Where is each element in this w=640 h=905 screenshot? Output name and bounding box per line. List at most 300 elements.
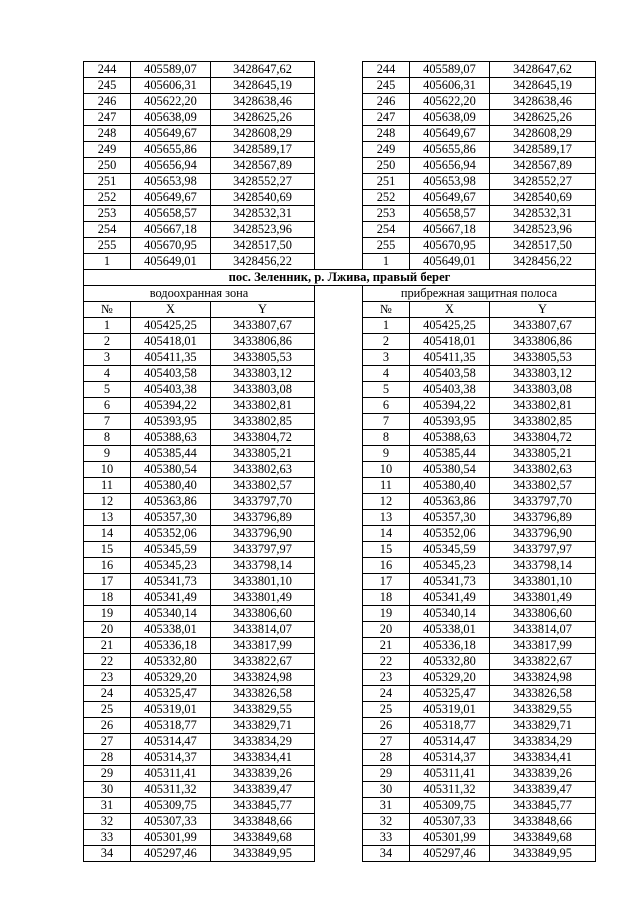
column-gap [315, 78, 363, 94]
left-y-coordinate: 3433839,26 [211, 766, 315, 782]
left-y-coordinate: 3433802,63 [211, 462, 315, 478]
left-x-coordinate: 405393,95 [131, 414, 211, 430]
right-y-coordinate: 3433797,70 [490, 494, 596, 510]
column-gap [315, 446, 363, 462]
left-point-number: 33 [84, 830, 131, 846]
left-x-coordinate: 405658,57 [131, 206, 211, 222]
right-x-coordinate: 405638,09 [410, 110, 490, 126]
right-x-coordinate: 405411,35 [410, 350, 490, 366]
right-y-coordinate: 3428523,96 [490, 222, 596, 238]
right-point-number: 13 [363, 510, 410, 526]
table-row [84, 142, 596, 158]
left-y-coordinate: 3428456,22 [211, 254, 315, 270]
right-y-coordinate: 3428517,50 [490, 238, 596, 254]
left-point-number: 6 [84, 398, 131, 414]
column-gap [315, 590, 363, 606]
column-gap [315, 510, 363, 526]
left-x-coordinate: 405340,14 [131, 606, 211, 622]
right-x-coordinate: 405655,86 [410, 142, 490, 158]
right-y-coordinate: 3433817,99 [490, 638, 596, 654]
right-x-coordinate: 405394,22 [410, 398, 490, 414]
left-y-coordinate: 3433834,41 [211, 750, 315, 766]
right-y-coordinate: 3433848,66 [490, 814, 596, 830]
left-y-coordinate: 3433797,97 [211, 542, 315, 558]
left-y-coordinate: 3433824,98 [211, 670, 315, 686]
left-y-coordinate: 3428567,89 [211, 158, 315, 174]
left-x-coordinate: 405341,73 [131, 574, 211, 590]
right-point-number: 1 [363, 318, 410, 334]
left-point-number: 1 [84, 318, 131, 334]
left-y-coordinate: 3433829,71 [211, 718, 315, 734]
left-x-coordinate: 405338,01 [131, 622, 211, 638]
right-point-number: 14 [363, 526, 410, 542]
table-row [84, 190, 596, 206]
left-y-coordinate: 3433806,86 [211, 334, 315, 350]
left-y-coordinate: 3433805,21 [211, 446, 315, 462]
column-gap [315, 558, 363, 574]
table-row [84, 846, 596, 862]
right-num-header: № [363, 302, 410, 318]
left-y-coordinate: 3433814,07 [211, 622, 315, 638]
right-x-coordinate: 405318,77 [410, 718, 490, 734]
left-point-number: 27 [84, 734, 131, 750]
right-x-coordinate: 405336,18 [410, 638, 490, 654]
left-y-coordinate: 3433801,49 [211, 590, 315, 606]
table-row [84, 798, 596, 814]
left-x-coordinate: 405357,30 [131, 510, 211, 526]
right-point-number: 17 [363, 574, 410, 590]
right-y-coordinate: 3433801,10 [490, 574, 596, 590]
right-y-coordinate: 3428625,26 [490, 110, 596, 126]
left-x-coordinate: 405380,54 [131, 462, 211, 478]
column-gap [315, 366, 363, 382]
right-x-coordinate: 405341,49 [410, 590, 490, 606]
column-gap [315, 382, 363, 398]
left-point-number: 252 [84, 190, 131, 206]
right-point-number: 19 [363, 606, 410, 622]
left-x-coordinate: 405336,18 [131, 638, 211, 654]
right-x-coordinate: 405606,31 [410, 78, 490, 94]
table-row [84, 414, 596, 430]
right-x-coordinate: 405658,57 [410, 206, 490, 222]
column-gap [315, 638, 363, 654]
left-x-coordinate: 405297,46 [131, 846, 211, 862]
right-x-coordinate: 405653,98 [410, 174, 490, 190]
column-gap [315, 606, 363, 622]
left-zone-label: водоохранная зона [84, 286, 315, 302]
left-y-coordinate: 3433806,60 [211, 606, 315, 622]
right-x-coordinate: 405352,06 [410, 526, 490, 542]
left-point-number: 25 [84, 702, 131, 718]
table-row [84, 558, 596, 574]
right-x-coordinate: 405311,41 [410, 766, 490, 782]
left-x-header: X [131, 302, 211, 318]
right-y-coordinate: 3433849,95 [490, 846, 596, 862]
right-x-coordinate: 405670,95 [410, 238, 490, 254]
column-gap [315, 830, 363, 846]
right-x-coordinate: 405667,18 [410, 222, 490, 238]
right-y-coordinate: 3433803,12 [490, 366, 596, 382]
left-y-coordinate: 3433798,14 [211, 558, 315, 574]
right-point-number: 244 [363, 62, 410, 78]
table-row [84, 830, 596, 846]
column-gap [315, 62, 363, 78]
left-y-coordinate: 3433802,57 [211, 478, 315, 494]
table-row [84, 526, 596, 542]
column-gap [315, 334, 363, 350]
left-y-coordinate: 3433803,12 [211, 366, 315, 382]
left-point-number: 1 [84, 254, 131, 270]
zone-label-row [84, 286, 596, 302]
left-x-coordinate: 405332,80 [131, 654, 211, 670]
right-x-coordinate: 405418,01 [410, 334, 490, 350]
right-y-coordinate: 3433822,67 [490, 654, 596, 670]
left-point-number: 18 [84, 590, 131, 606]
right-y-coordinate: 3433802,81 [490, 398, 596, 414]
column-gap [315, 622, 363, 638]
column-gap [315, 814, 363, 830]
right-y-coordinate: 3433849,68 [490, 830, 596, 846]
left-point-number: 4 [84, 366, 131, 382]
column-gap [315, 254, 363, 270]
right-point-number: 30 [363, 782, 410, 798]
left-y-coordinate: 3433807,67 [211, 318, 315, 334]
table-row [84, 334, 596, 350]
table-row [84, 702, 596, 718]
right-y-coordinate: 3428540,69 [490, 190, 596, 206]
right-point-number: 253 [363, 206, 410, 222]
right-x-coordinate: 405329,20 [410, 670, 490, 686]
table-row [84, 94, 596, 110]
table-row [84, 574, 596, 590]
left-x-coordinate: 405656,94 [131, 158, 211, 174]
column-gap [315, 494, 363, 510]
left-y-coordinate: 3433849,95 [211, 846, 315, 862]
left-point-number: 253 [84, 206, 131, 222]
left-x-coordinate: 405638,09 [131, 110, 211, 126]
right-point-number: 2 [363, 334, 410, 350]
left-point-number: 2 [84, 334, 131, 350]
table-row [84, 782, 596, 798]
table-row [84, 350, 596, 366]
right-y-coordinate: 3433839,47 [490, 782, 596, 798]
right-x-coordinate: 405301,99 [410, 830, 490, 846]
column-gap [315, 798, 363, 814]
left-x-coordinate: 405311,32 [131, 782, 211, 798]
left-point-number: 248 [84, 126, 131, 142]
right-point-number: 12 [363, 494, 410, 510]
left-point-number: 251 [84, 174, 131, 190]
right-y-coordinate: 3428638,46 [490, 94, 596, 110]
bottom-rows-section [84, 318, 596, 862]
right-y-coordinate: 3433829,55 [490, 702, 596, 718]
right-y-coordinate: 3433802,85 [490, 414, 596, 430]
right-point-number: 7 [363, 414, 410, 430]
left-x-coordinate: 405655,86 [131, 142, 211, 158]
left-x-coordinate: 405388,63 [131, 430, 211, 446]
left-point-number: 244 [84, 62, 131, 78]
column-gap [315, 526, 363, 542]
right-y-coordinate: 3433845,77 [490, 798, 596, 814]
right-point-number: 32 [363, 814, 410, 830]
column-gap [315, 686, 363, 702]
right-y-coordinate: 3433807,67 [490, 318, 596, 334]
left-y-coordinate: 3433803,08 [211, 382, 315, 398]
table-row [84, 222, 596, 238]
right-point-number: 6 [363, 398, 410, 414]
left-x-coordinate: 405307,33 [131, 814, 211, 830]
left-y-coordinate: 3433802,85 [211, 414, 315, 430]
left-x-coordinate: 405301,99 [131, 830, 211, 846]
right-y-coordinate: 3428456,22 [490, 254, 596, 270]
right-y-coordinate: 3433806,86 [490, 334, 596, 350]
left-point-number: 249 [84, 142, 131, 158]
column-gap [315, 174, 363, 190]
right-point-number: 4 [363, 366, 410, 382]
left-y-coordinate: 3433822,67 [211, 654, 315, 670]
column-gap [315, 718, 363, 734]
left-x-coordinate: 405411,35 [131, 350, 211, 366]
right-point-number: 31 [363, 798, 410, 814]
left-x-coordinate: 405649,67 [131, 190, 211, 206]
column-gap [315, 286, 363, 302]
right-y-coordinate: 3433797,97 [490, 542, 596, 558]
right-x-coordinate: 405311,32 [410, 782, 490, 798]
column-gap [315, 302, 363, 318]
left-point-number: 3 [84, 350, 131, 366]
left-point-number: 28 [84, 750, 131, 766]
left-point-number: 7 [84, 414, 131, 430]
left-x-coordinate: 405318,77 [131, 718, 211, 734]
right-x-coordinate: 405649,01 [410, 254, 490, 270]
column-gap [315, 206, 363, 222]
right-x-coordinate: 405319,01 [410, 702, 490, 718]
right-point-number: 11 [363, 478, 410, 494]
left-x-coordinate: 405345,59 [131, 542, 211, 558]
right-x-coordinate: 405388,63 [410, 430, 490, 446]
right-point-number: 5 [363, 382, 410, 398]
right-y-coordinate: 3433814,07 [490, 622, 596, 638]
table-row [84, 686, 596, 702]
left-x-coordinate: 405649,67 [131, 126, 211, 142]
left-point-number: 254 [84, 222, 131, 238]
top-rows-section [84, 62, 596, 270]
right-y-coordinate: 3433805,21 [490, 446, 596, 462]
table-row [84, 174, 596, 190]
left-x-coordinate: 405319,01 [131, 702, 211, 718]
right-x-coordinate: 405307,33 [410, 814, 490, 830]
left-y-coordinate: 3428608,29 [211, 126, 315, 142]
column-gap [315, 350, 363, 366]
column-gap [315, 142, 363, 158]
right-point-number: 251 [363, 174, 410, 190]
right-point-number: 29 [363, 766, 410, 782]
table-row [84, 398, 596, 414]
right-x-coordinate: 405385,44 [410, 446, 490, 462]
right-x-coordinate: 405403,38 [410, 382, 490, 398]
left-x-coordinate: 405403,38 [131, 382, 211, 398]
left-y-coordinate: 3428645,19 [211, 78, 315, 94]
right-point-number: 16 [363, 558, 410, 574]
column-gap [315, 238, 363, 254]
right-x-coordinate: 405325,47 [410, 686, 490, 702]
left-y-coordinate: 3433817,99 [211, 638, 315, 654]
right-y-coordinate: 3433801,49 [490, 590, 596, 606]
table-row [84, 62, 596, 78]
table-row [84, 78, 596, 94]
right-x-coordinate: 405341,73 [410, 574, 490, 590]
table-row [84, 654, 596, 670]
right-y-coordinate: 3433796,90 [490, 526, 596, 542]
right-point-number: 34 [363, 846, 410, 862]
column-gap [315, 158, 363, 174]
left-x-coordinate: 405589,07 [131, 62, 211, 78]
left-y-coordinate: 3433802,81 [211, 398, 315, 414]
column-gap [315, 574, 363, 590]
column-gap [315, 846, 363, 862]
table-row [84, 750, 596, 766]
right-point-number: 255 [363, 238, 410, 254]
table-row [84, 254, 596, 270]
left-x-coordinate: 405363,86 [131, 494, 211, 510]
left-point-number: 10 [84, 462, 131, 478]
column-gap [315, 94, 363, 110]
table-row [84, 494, 596, 510]
left-y-coordinate: 3433829,55 [211, 702, 315, 718]
left-point-number: 13 [84, 510, 131, 526]
right-x-coordinate: 405380,54 [410, 462, 490, 478]
right-point-number: 22 [363, 654, 410, 670]
left-y-coordinate: 3433845,77 [211, 798, 315, 814]
right-point-number: 10 [363, 462, 410, 478]
left-point-number: 19 [84, 606, 131, 622]
right-x-coordinate: 405589,07 [410, 62, 490, 78]
right-y-coordinate: 3433802,63 [490, 462, 596, 478]
table-row [84, 366, 596, 382]
right-point-number: 25 [363, 702, 410, 718]
left-x-coordinate: 405667,18 [131, 222, 211, 238]
left-y-coordinate: 3433804,72 [211, 430, 315, 446]
left-point-number: 246 [84, 94, 131, 110]
left-y-coordinate: 3428625,26 [211, 110, 315, 126]
right-x-coordinate: 405314,37 [410, 750, 490, 766]
left-point-number: 23 [84, 670, 131, 686]
left-point-number: 17 [84, 574, 131, 590]
left-point-number: 245 [84, 78, 131, 94]
right-x-coordinate: 405345,59 [410, 542, 490, 558]
left-point-number: 15 [84, 542, 131, 558]
left-point-number: 24 [84, 686, 131, 702]
right-x-coordinate: 405357,30 [410, 510, 490, 526]
table-row [84, 590, 596, 606]
left-y-coordinate: 3428647,62 [211, 62, 315, 78]
left-y-coordinate: 3428638,46 [211, 94, 315, 110]
right-x-coordinate: 405363,86 [410, 494, 490, 510]
table-row [84, 638, 596, 654]
left-y-coordinate: 3433797,70 [211, 494, 315, 510]
left-y-header: Y [211, 302, 315, 318]
left-y-coordinate: 3428517,50 [211, 238, 315, 254]
table-row [84, 446, 596, 462]
column-gap [315, 734, 363, 750]
left-x-coordinate: 405606,31 [131, 78, 211, 94]
table-row [84, 430, 596, 446]
left-y-coordinate: 3433834,29 [211, 734, 315, 750]
table-row [84, 734, 596, 750]
right-point-number: 23 [363, 670, 410, 686]
left-y-coordinate: 3433796,89 [211, 510, 315, 526]
right-x-coordinate: 405314,47 [410, 734, 490, 750]
left-x-coordinate: 405425,25 [131, 318, 211, 334]
left-x-coordinate: 405418,01 [131, 334, 211, 350]
right-y-coordinate: 3428647,62 [490, 62, 596, 78]
left-x-coordinate: 405314,47 [131, 734, 211, 750]
left-point-number: 16 [84, 558, 131, 574]
right-y-coordinate: 3428552,27 [490, 174, 596, 190]
right-y-coordinate: 3428608,29 [490, 126, 596, 142]
right-x-coordinate: 405649,67 [410, 190, 490, 206]
right-x-coordinate: 405332,80 [410, 654, 490, 670]
table-row [84, 158, 596, 174]
column-gap [315, 478, 363, 494]
table-row [84, 478, 596, 494]
right-y-coordinate: 3433798,14 [490, 558, 596, 574]
left-point-number: 12 [84, 494, 131, 510]
column-gap [315, 750, 363, 766]
column-gap [315, 542, 363, 558]
column-gap [315, 318, 363, 334]
right-point-number: 9 [363, 446, 410, 462]
right-y-coordinate: 3433826,58 [490, 686, 596, 702]
right-x-coordinate: 405403,58 [410, 366, 490, 382]
table-row [84, 766, 596, 782]
right-point-number: 33 [363, 830, 410, 846]
right-y-coordinate: 3428532,31 [490, 206, 596, 222]
right-point-number: 254 [363, 222, 410, 238]
right-point-number: 28 [363, 750, 410, 766]
column-gap [315, 398, 363, 414]
left-x-coordinate: 405622,20 [131, 94, 211, 110]
table-row [84, 542, 596, 558]
right-point-number: 247 [363, 110, 410, 126]
left-y-coordinate: 3433848,66 [211, 814, 315, 830]
right-point-number: 245 [363, 78, 410, 94]
right-x-coordinate: 405656,94 [410, 158, 490, 174]
left-point-number: 255 [84, 238, 131, 254]
left-x-coordinate: 405325,47 [131, 686, 211, 702]
left-point-number: 8 [84, 430, 131, 446]
column-gap [315, 766, 363, 782]
section-title-row [84, 270, 596, 286]
table-row [84, 510, 596, 526]
left-point-number: 11 [84, 478, 131, 494]
left-x-coordinate: 405311,41 [131, 766, 211, 782]
right-point-number: 21 [363, 638, 410, 654]
left-point-number: 9 [84, 446, 131, 462]
section-title: пос. Зеленник, р. Лжива, правый берег [84, 270, 596, 286]
right-y-coordinate: 3433805,53 [490, 350, 596, 366]
column-gap [315, 782, 363, 798]
right-y-coordinate: 3428567,89 [490, 158, 596, 174]
right-point-number: 8 [363, 430, 410, 446]
section-header [84, 270, 596, 318]
table-row [84, 606, 596, 622]
right-point-number: 26 [363, 718, 410, 734]
table-row [84, 110, 596, 126]
left-x-coordinate: 405394,22 [131, 398, 211, 414]
right-y-coordinate: 3428645,19 [490, 78, 596, 94]
left-point-number: 14 [84, 526, 131, 542]
